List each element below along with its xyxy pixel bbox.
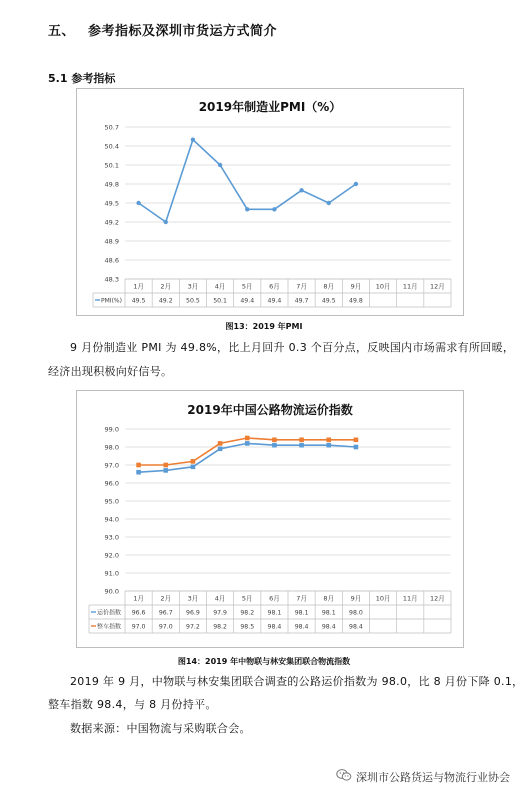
x-tick-label: 8月 <box>323 594 335 603</box>
data-point <box>354 182 358 186</box>
data-table-value: 98.1 <box>321 609 336 617</box>
data-table-value: 98.5 <box>240 623 255 631</box>
data-table-value: 50.1 <box>213 297 227 305</box>
x-tick-label: 4月 <box>214 282 226 291</box>
data-table-value: 96.6 <box>131 609 146 617</box>
data-table-value: 98.1 <box>294 609 309 617</box>
y-tick-label: 48.6 <box>104 256 119 265</box>
data-point <box>327 201 331 205</box>
data-point <box>245 436 250 441</box>
x-tick-label: 7月 <box>296 594 307 603</box>
pmi-chart-plot <box>77 89 463 315</box>
data-table-value: 98.4 <box>267 623 282 631</box>
data-table-value: 49.2 <box>158 297 173 305</box>
data-point <box>136 201 140 205</box>
data-point <box>136 470 141 475</box>
section-number: 五、 <box>48 24 76 39</box>
watermark-text: 深圳市公路货运与物流行业协会 <box>356 770 510 784</box>
freight-chart-plot <box>77 391 463 647</box>
y-tick-label: 97.0 <box>104 461 119 470</box>
data-table-value: 49.7 <box>294 297 309 305</box>
x-tick-label: 8月 <box>323 282 335 291</box>
x-tick-label: 9月 <box>350 594 362 603</box>
x-tick-label: 1月 <box>133 594 144 603</box>
paragraph-pmi-line1: 9 月份制造业 PMI 为 49.8%，比上月回升 0.3 个百分点，反映国内市场需求有所回暖， <box>70 341 515 354</box>
data-point <box>354 438 359 443</box>
y-tick-label: 50.7 <box>104 123 119 132</box>
y-tick-label: 48.9 <box>104 237 119 246</box>
y-tick-label: 50.4 <box>104 142 119 151</box>
data-table-value: 97.9 <box>213 609 227 617</box>
series-name: PMI(%) <box>101 297 122 305</box>
data-point <box>218 163 222 167</box>
x-tick-label: 2月 <box>160 282 172 291</box>
data-table-value: 96.7 <box>158 609 173 617</box>
subsection-heading: 5.1 参考指标 <box>48 72 116 85</box>
data-table-value: 50.5 <box>186 297 200 305</box>
paragraph-freight-line2: 整车指数 98.4，与 8 月份持平。 <box>48 698 217 711</box>
x-tick-label: 12月 <box>430 282 445 291</box>
data-point <box>299 443 304 448</box>
y-tick-label: 49.8 <box>104 180 119 189</box>
data-point <box>218 447 223 452</box>
y-tick-label: 94.0 <box>104 515 119 524</box>
section-title: 参考指标及深圳市货运方式简介 <box>88 24 278 39</box>
x-tick-label: 7月 <box>296 282 307 291</box>
data-table-value: 98.1 <box>267 609 282 617</box>
x-tick-label: 5月 <box>241 594 253 603</box>
section-heading <box>48 20 277 39</box>
pmi-caption: 图13：2019 年PMI <box>225 322 303 331</box>
data-point <box>245 441 250 446</box>
data-table-value: 98.4 <box>321 623 336 631</box>
freight-caption: 图14：2019 年中物联与林安集团联合物流指数 <box>177 657 351 666</box>
x-tick-label: 6月 <box>269 594 280 603</box>
y-tick-label: 90.0 <box>104 587 119 596</box>
freight-chart <box>76 390 464 648</box>
series-name: 运价指数 <box>97 609 122 617</box>
y-tick-label: 96.0 <box>104 479 119 488</box>
data-table-value: 97.2 <box>186 623 200 631</box>
data-point <box>272 443 277 448</box>
data-table-value: 98.0 <box>349 609 363 617</box>
data-point <box>272 438 277 443</box>
data-table-value: 97.0 <box>158 623 173 631</box>
data-point <box>164 220 168 224</box>
data-table-value: 98.4 <box>294 623 309 631</box>
series-name: 整车指数 <box>97 623 122 631</box>
data-point <box>299 438 304 443</box>
data-table-value: 98.2 <box>213 623 227 631</box>
x-tick-label: 3月 <box>187 282 199 291</box>
data-point <box>163 463 168 468</box>
x-tick-label: 6月 <box>269 282 280 291</box>
data-point <box>354 445 359 450</box>
data-point <box>191 459 196 464</box>
y-tick-label: 93.0 <box>104 533 119 542</box>
data-table-value: 49.4 <box>240 297 255 305</box>
data-table-value: 98.4 <box>349 623 363 631</box>
data-point <box>218 441 223 446</box>
y-tick-label: 48.3 <box>104 275 119 284</box>
x-tick-label: 9月 <box>350 282 362 291</box>
x-tick-label: 10月 <box>375 594 391 603</box>
data-point <box>299 188 303 192</box>
data-table-value: 49.8 <box>349 297 363 305</box>
data-table-value: 49.4 <box>267 297 282 305</box>
data-table-value: 97.0 <box>131 623 146 631</box>
x-tick-label: 1月 <box>133 282 144 291</box>
x-tick-label: 11月 <box>402 594 418 603</box>
pmi-chart <box>76 88 464 316</box>
data-point <box>191 465 196 470</box>
wechat-icon <box>336 768 352 785</box>
y-tick-label: 98.0 <box>104 443 119 452</box>
freight-chart-title: 2019年中国公路物流运价指数 <box>187 403 353 417</box>
x-tick-label: 4月 <box>214 594 226 603</box>
y-tick-label: 49.2 <box>104 218 119 227</box>
data-point <box>191 137 195 141</box>
data-table-value: 98.2 <box>240 609 255 617</box>
data-table-value: 96.9 <box>186 609 200 617</box>
paragraph-freight-line1: 2019 年 9 月，中物联与林安集团联合调查的公路运价指数为 98.0，比 8 月份下降 0.1， <box>70 675 524 688</box>
y-tick-label: 91.0 <box>104 569 119 578</box>
y-tick-label: 95.0 <box>104 497 119 506</box>
y-tick-label: 92.0 <box>104 551 119 560</box>
paragraph-source: 数据来源：中国物流与采购联合会。 <box>70 722 251 735</box>
data-point <box>326 438 331 443</box>
paragraph-pmi-line2: 经济出现积极向好信号。 <box>48 365 173 378</box>
data-point <box>245 207 249 211</box>
y-tick-label: 99.0 <box>104 425 119 434</box>
watermark <box>336 768 510 785</box>
x-tick-label: 11月 <box>402 282 418 291</box>
y-tick-label: 50.1 <box>104 161 119 170</box>
pmi-chart-title: 2019年制造业PMI（%） <box>198 100 342 114</box>
x-tick-label: 3月 <box>187 594 199 603</box>
x-tick-label: 12月 <box>430 594 445 603</box>
x-tick-label: 5月 <box>241 282 253 291</box>
x-tick-label: 10月 <box>375 282 391 291</box>
data-table-value: 49.5 <box>321 297 336 305</box>
x-tick-label: 2月 <box>160 594 172 603</box>
data-point <box>163 468 168 473</box>
y-tick-label: 49.5 <box>104 199 119 208</box>
series-line <box>139 443 356 472</box>
data-point <box>272 207 276 211</box>
data-point <box>136 463 141 468</box>
data-table-value: 49.5 <box>131 297 146 305</box>
data-point <box>326 443 331 448</box>
